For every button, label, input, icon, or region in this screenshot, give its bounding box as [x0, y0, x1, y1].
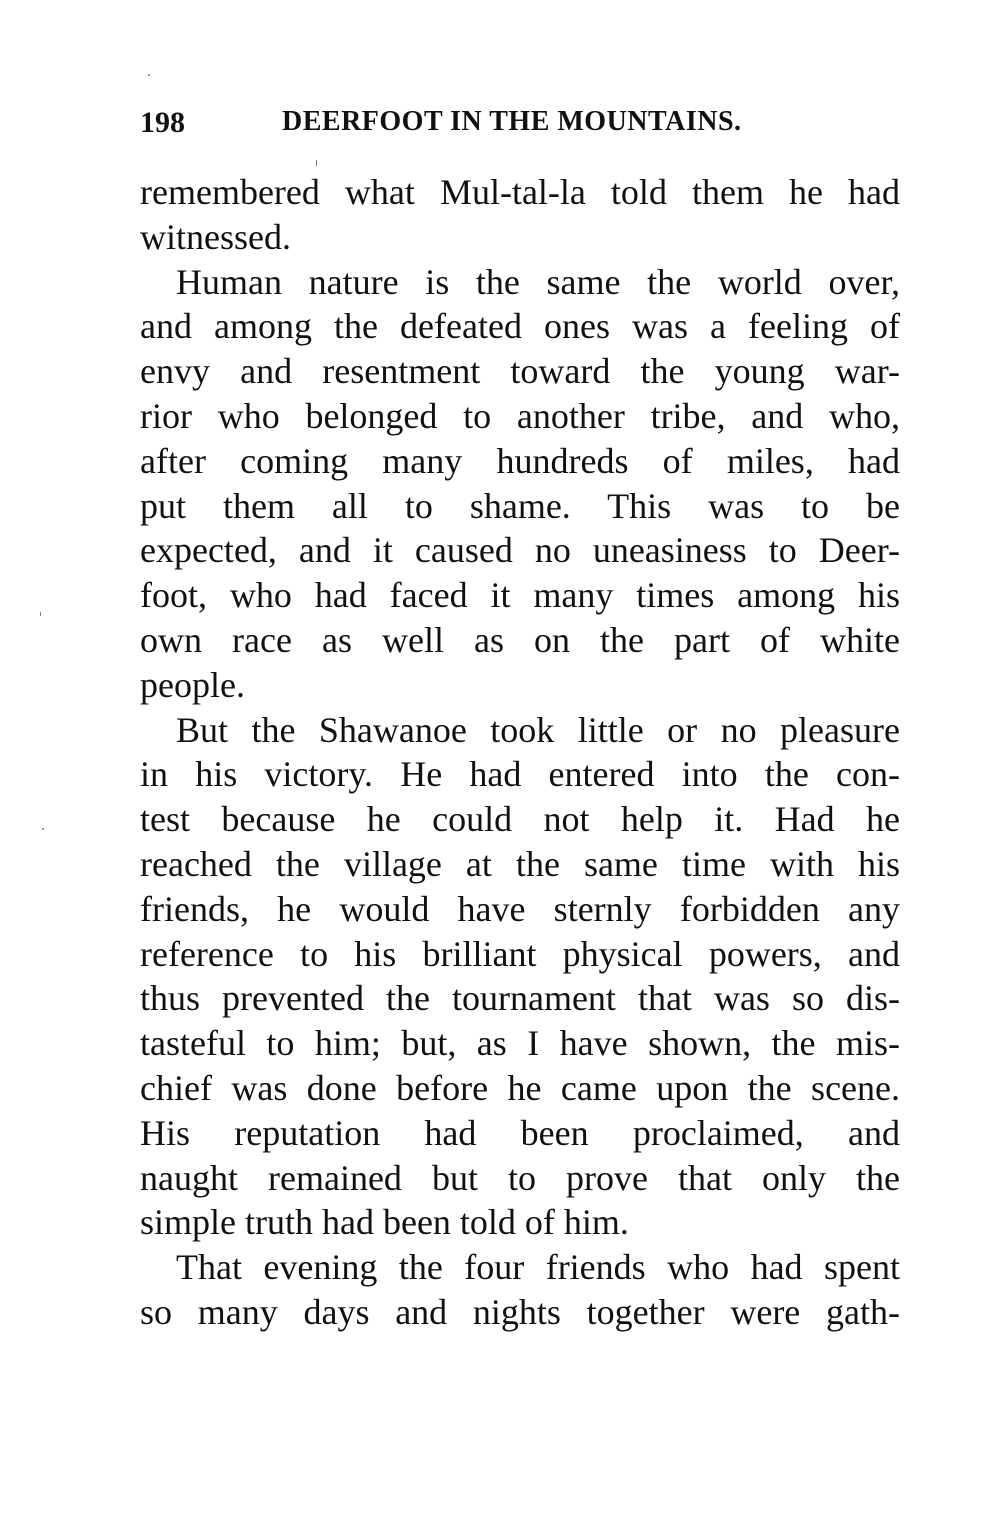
- scan-speck: [148, 74, 150, 76]
- text-line: But the Shawanoe took little or no pleasure: [176, 709, 900, 750]
- text-line: envy and resentment toward the young war-: [140, 351, 900, 392]
- running-head: DEERFOOT IN THE MOUNTAINS.: [282, 106, 742, 137]
- page-number: 198: [140, 106, 185, 139]
- text-line: put them all to shame. This was to be: [140, 485, 900, 526]
- text-line: reference to his brilliant physical powers, and: [140, 933, 900, 974]
- text-line: That evening the four friends who had spent: [176, 1247, 900, 1288]
- scan-speck: [40, 612, 41, 616]
- body-text: [140, 170, 900, 1335]
- text-line: thus prevented the tournament that was so dis-: [140, 978, 900, 1019]
- text-line: in his victory. He had entered into the con-: [140, 754, 900, 795]
- text-line: Human nature is the same the world over,: [176, 261, 900, 302]
- text-line: foot, who had faced it many times among his: [140, 575, 900, 616]
- text-line: and among the defeated ones was a feeling of: [140, 306, 900, 347]
- text-line: after coming many hundreds of miles, had: [140, 440, 900, 481]
- text-line: people.: [140, 664, 245, 705]
- scan-speck: [42, 828, 44, 830]
- text-line: witnessed.: [140, 216, 291, 257]
- text-line: expected, and it caused no uneasiness to Deer-: [140, 530, 900, 571]
- scan-speck: [316, 160, 317, 166]
- text-line: test because he could not help it. Had he: [140, 799, 900, 840]
- text-line: tasteful to him; but, as I have shown, the mis-: [140, 1023, 900, 1064]
- text-line: naught remained but to prove that only the: [140, 1157, 900, 1198]
- text-line: own race as well as on the part of white: [140, 619, 900, 660]
- text-line: chief was done before he came upon the scene.: [140, 1067, 900, 1108]
- text-line: rior who belonged to another tribe, and who,: [140, 395, 900, 436]
- page-header: [140, 106, 900, 150]
- text-line: simple truth had been told of him.: [140, 1202, 629, 1243]
- text-line: reached the village at the same time with his: [140, 843, 900, 884]
- text-line: friends, he would have sternly forbidden any: [140, 888, 900, 929]
- text-line: so many days and nights together were gath-: [140, 1291, 900, 1332]
- text-line: His reputation had been proclaimed, and: [140, 1112, 900, 1153]
- text-line: remembered what Mul-tal-la told them he had: [140, 172, 900, 212]
